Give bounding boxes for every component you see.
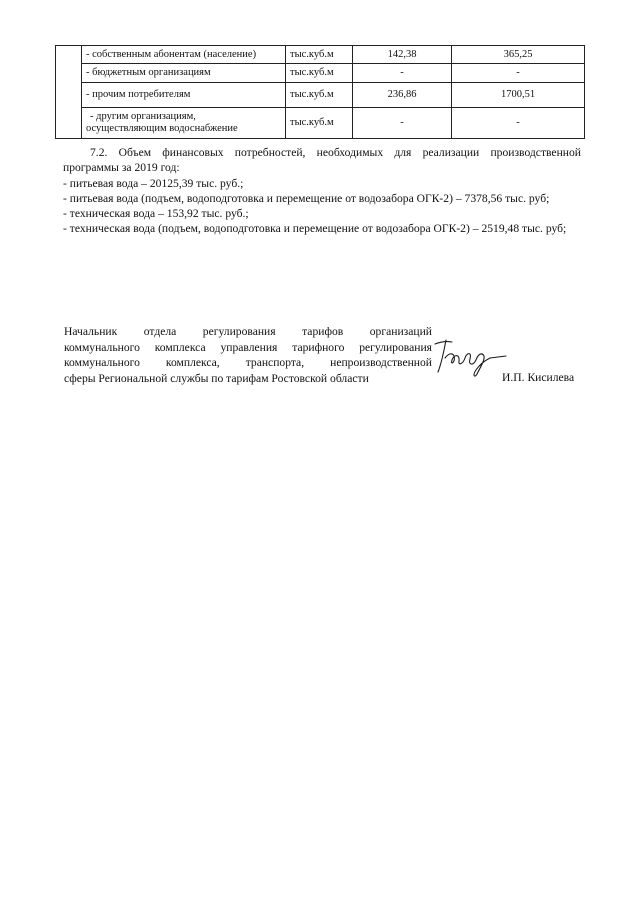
list-item: - питьевая вода (подъем, водоподготовка и перемещение от водозабора ОГК-2) – 7378,56 тыс. руб;: [63, 191, 550, 205]
section-heading: 7.2. Объем финансовых потребностей, необходимых для реализации производственной программы за 2019 год:: [63, 146, 581, 175]
consumer-line: - другим организациям,: [90, 111, 196, 122]
value-cell: -: [353, 64, 452, 83]
list-item: - питьевая вода – 20125,39 тыс. руб.;: [63, 176, 244, 190]
unit-cell: тыс.куб.м: [286, 64, 353, 83]
value-cell: 365,25: [452, 46, 585, 64]
list-item: - техническая вода – 153,92 тыс. руб.;: [63, 207, 249, 221]
consumer-line: осуществляющим водоснабжение: [86, 123, 238, 134]
value-cell: -: [353, 108, 452, 139]
handwritten-signature: [432, 332, 510, 378]
table-row: [56, 108, 585, 139]
index-cell: [56, 46, 82, 139]
consumer-cell: - прочим потребителям: [82, 83, 286, 108]
water-volume-table: [55, 45, 585, 139]
position-line: коммунального комплекса, транспорта, непроизводственной: [64, 356, 432, 370]
financial-needs-section: [63, 145, 581, 237]
unit-cell: тыс.куб.м: [286, 108, 353, 139]
signer-position: [64, 324, 432, 387]
consumer-cell: - бюджетным организациям: [82, 64, 286, 83]
table-row: [56, 64, 585, 83]
value-cell: 236,86: [353, 83, 452, 108]
position-line: сферы Региональной службы по тарифам Ростовской области: [64, 372, 369, 386]
value-cell: 1700,51: [452, 83, 585, 108]
position-line: Начальник отдела регулирования тарифов организаций: [64, 325, 432, 338]
position-line: коммунального комплекса управления тарифного регулирования: [64, 340, 432, 354]
value-cell: -: [452, 108, 585, 139]
signer-name: И.П. Кисилева: [502, 371, 575, 384]
list-item: - техническая вода (подъем, водоподготовка и перемещение от водозабора ОГК-2) – 2519,48 тыс. руб;: [63, 222, 567, 236]
consumer-cell: - собственным абонентам (население): [82, 46, 286, 64]
consumer-cell: [82, 108, 286, 139]
unit-cell: тыс.куб.м: [286, 83, 353, 108]
unit-cell: тыс.куб.м: [286, 46, 353, 64]
table-row: [56, 46, 585, 64]
value-cell: 142,38: [353, 46, 452, 64]
table-row: [56, 83, 585, 108]
value-cell: -: [452, 64, 585, 83]
